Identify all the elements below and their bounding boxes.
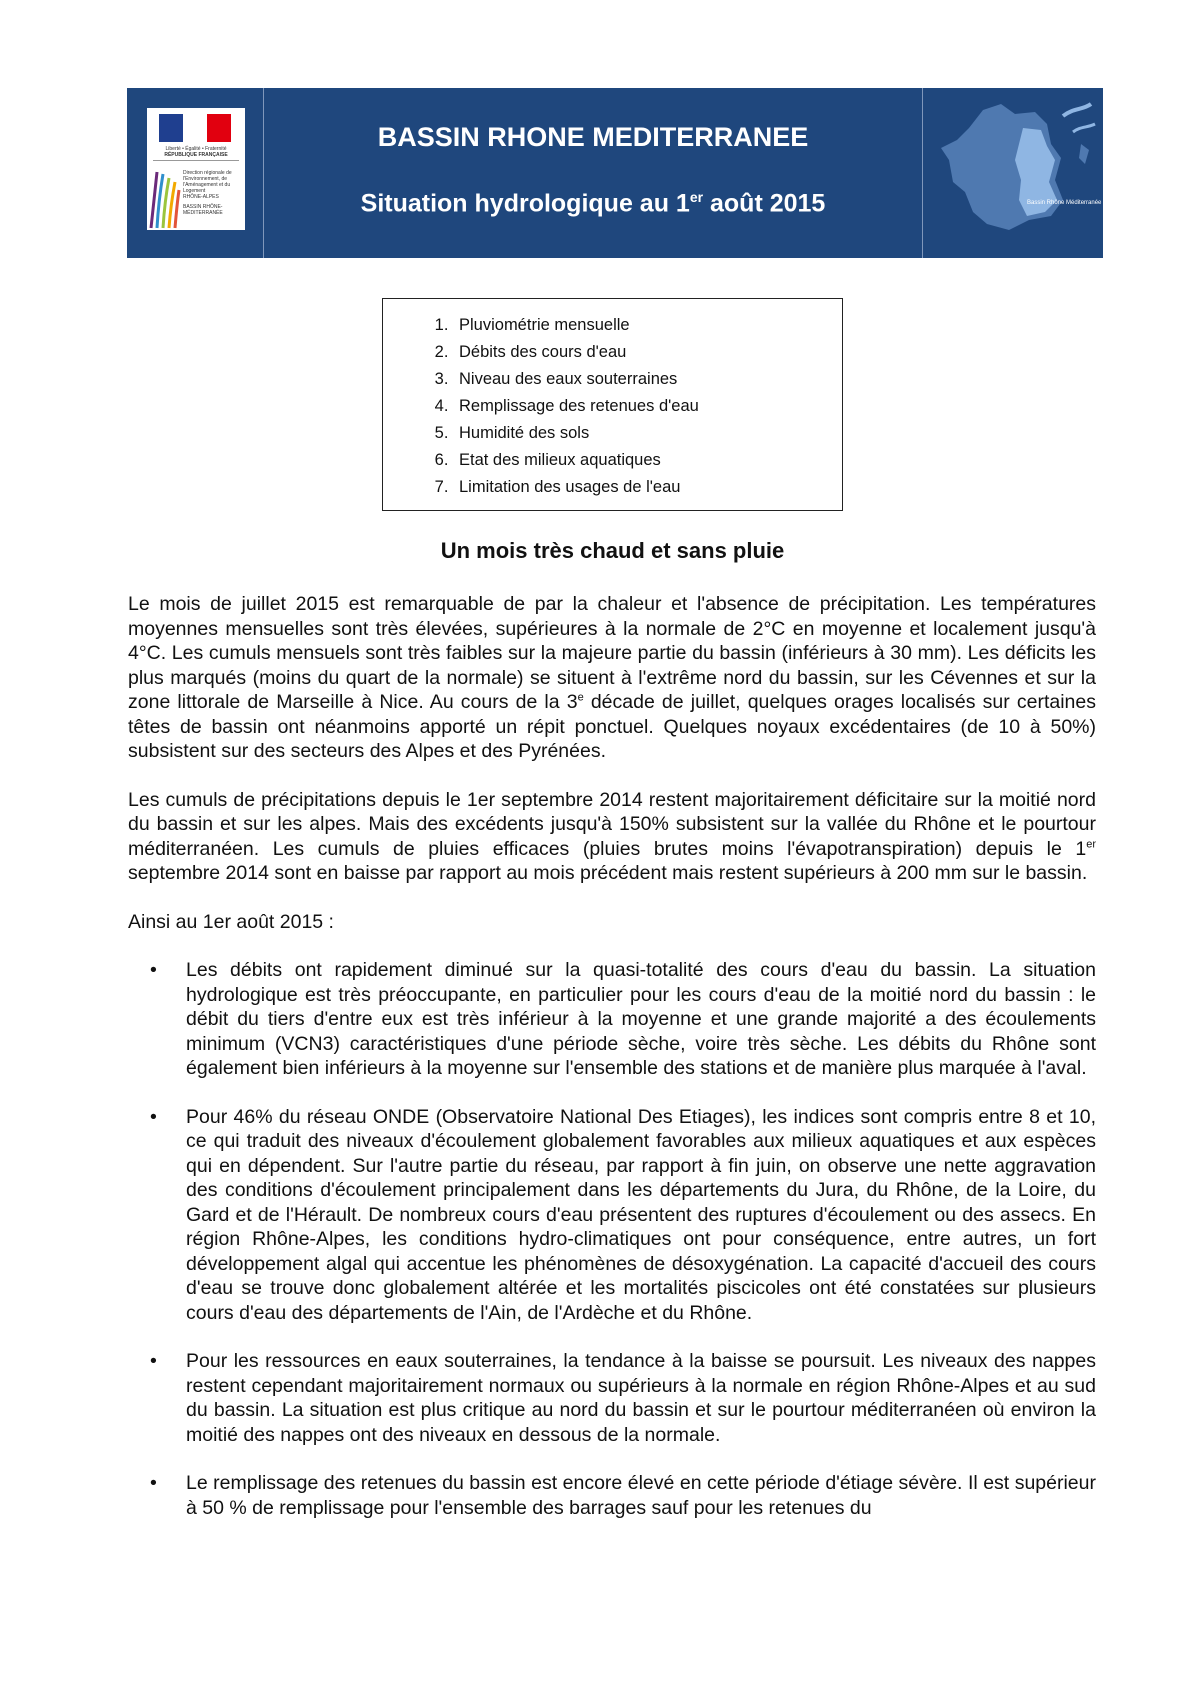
toc-item: 7. Limitation des usages de l'eau <box>453 474 842 501</box>
toc-item: 1. Pluviométrie mensuelle <box>453 312 842 339</box>
water-splash-icon <box>1063 104 1091 116</box>
p1-part-b: décade de juillet, quelques orages localisés sur certaines têtes de bassin ont néanmoins apporté un répit ponctuel. Quelques noyaux excédentaires (de 10 à 50%) subsistent sur des secteurs des Alpes et des Pyrénées. <box>128 691 1096 762</box>
logo-agency-text <box>183 170 243 216</box>
subtitle-sup: er <box>689 189 704 205</box>
p2-part-a: Les cumuls de précipitations depuis le 1er septembre 2014 restent majoritairement déficitaire sur la moitié nord du bassin et sur les alpes. Mais des excédents jusqu'à 150% subsistent sur la vallée du Rhône et le pourtour méditerranéen. Les cumuls de pluies efficaces (pluies brutes moins l'évapotranspiration) depuis le 1 <box>128 788 1096 860</box>
subtitle-pre: Situation hydrologique au 1 <box>360 189 690 218</box>
bullet-item: • Le remplissage des retenues du bassin est encore élevé en cette période d'étiage sévère. Il est supérieur à 50 % de remplissage pour l'ensemble des barrages sauf pour les retenues du <box>128 1471 1096 1520</box>
bullet-item: • Pour les ressources en eaux souterraines, la tendance à la baisse se poursuit. Les niveaux des nappes restent cependant majoritairement normaux ou supérieurs à la normale en région Rhône-Alpes et au sud du bassin. La situation est plus critique au nord du bassin et sur le pourtour méditerranéen où environ la moitié des nappes ont des niveaux en dessous de la normale. <box>128 1349 1096 1447</box>
bullet-item: • Les débits ont rapidement diminué sur la quasi-totalité des cours d'eau du bassin. La situation hydrologique est très préoccupante, en particulier pour les cours d'eau de la moitié nord du bassin : le débit du tiers d'entre eux est très inférieur à la moyenne et une grande majorité a des écoulements minimum (VCN3) caractéristiques d'une période sèche, voire très sèche. Les débits du Rhône sont également bien inférieurs à la moyenne sur l'ensemble des stations et de manière plus marquée à l'aval. <box>128 958 1096 1081</box>
p2-part-b: septembre 2014 sont en baisse par rapport au mois précédent mais restent supérieurs à 200 mm sur le bassin. <box>128 862 1088 884</box>
french-flag-icon <box>159 114 231 142</box>
p1-part-a: Le mois de juillet 2015 est remarquable de par la chaleur et l'absence de précipitation. Les températures moyennes mensuelles sont très élevées, supérieures à la normale de 2°C en moyenne et localement jusqu'à 4°C. Les cumuls mensuels sont très faibles sur la majeure partie du bassin (inférieurs à 30 mm). Les déficits les plus marqués (moins du quart de la normale) se situent à l'extrême nord du bassin, sur les Cévennes et sur la zone littorale de Marseille à Nice. Au cours de la 3 <box>128 593 1096 713</box>
dreal-logo <box>147 108 245 230</box>
document-subtitle <box>264 189 922 218</box>
toc-item: 4. Remplissage des retenues d'eau <box>453 393 842 420</box>
paragraph-cumulative <box>128 788 1096 886</box>
water-splash-icon <box>1073 124 1095 132</box>
bullet-item: • Pour 46% du réseau ONDE (Observatoire National Des Etiages), les indices sont compris entre 8 et 10, ce qui traduit des niveaux d'écoulement globalement favorables aux milieux aquatiques et aux espèces qui en dépendent. Sur l'autre partie du réseau, par rapport à fin juin, on observe une nette aggravation des conditions d'écoulement principalement dans les départements du Jura, du Rhône, de la Loire, du Gard et de l'Hérault. De nombreux cours d'eau présentent des ruptures d'écoulement ou des assecs. En région Rhône-Alpes, les conditions hydro-climatiques ont pour conséquence, entre autres, un fort développement algal qui accentue les phénomènes de désoxygénation. La capacité d'accueil des cours d'eau se trouve donc globalement altérée et les mortalités piscicoles ont été constatées sur plusieurs cours d'eau des départements de l'Ain, de l'Ardèche et du Rhône. <box>128 1105 1096 1326</box>
subtitle-post: août 2015 <box>703 189 826 218</box>
section-headline: Un mois très chaud et sans pluie <box>440 538 785 563</box>
logo-region: RHÔNE-ALPES <box>183 194 219 200</box>
logo-column <box>127 88 264 258</box>
logo-republic: RÉPUBLIQUE FRANÇAISE <box>164 152 228 158</box>
corsica-shape <box>1079 144 1089 164</box>
france-map-icon <box>923 88 1103 258</box>
header-banner <box>127 88 1103 258</box>
logo-motto: Liberté • Égalité • Fraternité <box>165 146 227 152</box>
logo-basin: BASSIN RHÔNE-MÉDITERRANÉE <box>183 204 223 216</box>
bullet-list <box>128 958 1096 1520</box>
logo-divider <box>153 160 239 161</box>
toc-item: 5. Humidité des sols <box>453 420 842 447</box>
document-title: BASSIN RHONE MEDITERRANEE <box>377 122 809 152</box>
map-label: Bassin Rhône Méditerranée <box>1027 200 1102 206</box>
table-of-contents <box>382 298 843 511</box>
paragraph-july <box>128 592 1096 764</box>
toc-item: 2. Débits des cours d'eau <box>453 339 842 366</box>
toc-item: 3. Niveau des eaux souterraines <box>453 366 842 393</box>
p1-sup: e <box>577 691 584 704</box>
map-column <box>923 88 1103 258</box>
lead-line: Ainsi au 1er août 2015 : <box>128 910 334 933</box>
title-column <box>264 88 923 258</box>
logo-agency: Direction régionale de l'Environnement, de l'Aménagement et du Logement <box>183 170 232 194</box>
toc-item: 6. Etat des milieux aquatiques <box>453 447 842 474</box>
body-text <box>128 592 1096 1544</box>
toc-list <box>383 312 842 501</box>
p2-sup: er <box>1086 838 1096 850</box>
